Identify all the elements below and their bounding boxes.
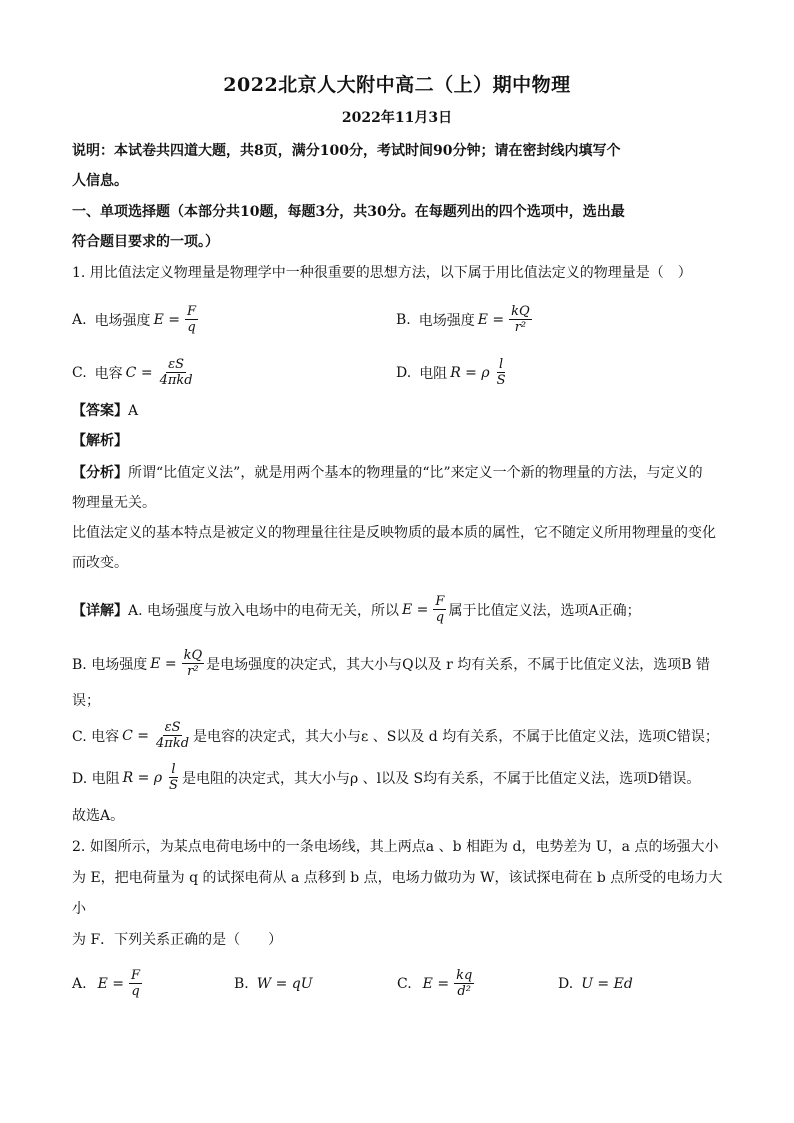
option-letter: A. [72,311,87,328]
detail-a-post: 属于比值定义法，选项A正确； [448,602,641,619]
detail-d [72,762,700,793]
detail-c-pre: C. 电容 [72,728,120,745]
q2-line2: 为 E，把电荷量为 q 的试探电荷从 a 点移到 b 点，电场力做功为 W，该试探电荷在 b 点所受的电场力大小 [72,870,723,917]
answer-tag: 【答案】 [72,403,128,419]
option-letter: B. [396,311,411,328]
formula: W = qU [256,976,313,992]
formula-symbol: E = [153,311,180,328]
fraction: $\frac{kQ}{\text{r²}}$ [183,648,203,679]
fraction: $\frac{\varepsilon S}{\text{4πkd}}$ [159,357,193,388]
formula-symbol: C = [125,364,153,381]
q1-fenxi [72,458,724,578]
option-text: 电场强度 [418,312,475,329]
q2-line1: 2. 如图所示，为某点电荷电场中的一条电场线，其上两点a 、b 相距为 d，电势差为 U，a 点的场强大小 [72,839,719,855]
conclusion: 故选A。 [72,808,125,824]
detail-b-line2: 误； [72,693,100,709]
formula-symbol: E = [402,601,429,618]
fraction: $\frac{l}{S}$ [169,762,178,793]
q2-option-c [397,968,476,999]
answer-value: A [128,403,139,419]
q1-option-a [72,304,200,335]
formula-symbol: E = [422,975,450,992]
q1-option-c [72,357,197,388]
detail-d-post: 是电阻的决定式，其大小与ρ 、l以及 S均有关系，不属于比值定义法，选项D错误。 [181,770,701,787]
fraction: $\frac{l}{S}$ [496,357,506,388]
fraction: $\frac{F}{q}$ [130,968,140,999]
instructions [72,136,724,196]
q2-stem [72,832,724,956]
detail-a-pre: A. 电场强度与放入电场中的电荷无关，所以 [128,602,400,619]
option-text: 电场强度 [94,312,151,329]
formula-symbol: R = ρ [122,769,163,786]
fenxi-line4: 而改变。 [72,555,128,571]
section-heading [72,197,724,257]
fraction: $\frac{kQ}{\text{r²}}$ [511,304,530,335]
detail-a [72,594,641,625]
fenxi-line3: 比值法定义的基本特点是被定义的物理量往往是反映物质的最本质的属性，它不随定义所用物理量的变化 [72,525,716,541]
fraction: $\frac{kq}{\text{d²}}$ [456,968,473,999]
section-heading-line1: 一、单项选择题（本部分共10题，每题3分，共30分。在每题列出的四个选项中，选出最 [72,204,625,220]
option-letter: C. [397,975,412,992]
detail-b-pre: B. 电场强度 [72,656,148,673]
q2-line3: 为 F．下列关系正确的是（ ） [72,932,283,948]
xiangjie-tag: 【详解】 [72,602,128,619]
detail-c [72,720,719,751]
formula-symbol: E = [97,975,124,992]
section-heading-line2: 符合题目要求的一项。） [72,234,219,250]
formula: U = Ed [581,976,633,992]
option-letter: D. [558,976,574,992]
option-text: 电阻 [419,365,448,382]
fraction: $\frac{F}{q}$ [435,594,445,625]
fraction: $\frac{\varepsilon S}{\text{4πkd}}$ [156,720,190,751]
fenxi-line1: 所谓“比值定义法”，就是用两个基本的物理量的“比”来定义一个新的物理量的方法，与定义的 [128,465,703,481]
detail-b-post: 是电场强度的决定式，其大小与Q以及 r 均有关系，不属于比值定义法，选项B 错 [206,656,710,673]
option-letter: C. [72,364,87,381]
option-letter: B. [234,976,249,992]
instructions-line1: 说明：本试卷共四道大题，共8页，满分100分，考试时间90分钟；请在密封线内填写个 [72,143,621,159]
option-letter: A. [72,975,87,992]
detail-d-pre: D. 电阻 [72,770,120,787]
q2-option-d [558,976,633,992]
formula-symbol: E = [150,655,177,672]
q1-stem: 1. 用比值法定义物理量是物理学中一种很重要的思想方法，以下属于用比值法定义的物理量是（ ） [72,265,692,281]
detail-c-post: 是电容的决定式，其大小与ε 、S以及 d 均有关系，不属于比值定义法，选项C错误； [193,728,719,745]
q1-answer [72,396,724,426]
formula-symbol: C = [122,727,150,744]
fenxi-tag: 【分析】 [72,465,128,481]
instructions-line2: 人信息。 [72,173,128,189]
q2-option-b [234,976,313,992]
detail-b [72,648,710,679]
formula-symbol: R = ρ [450,364,490,381]
exam-date: 2022年11月3日 [341,110,453,126]
q2-option-a [72,968,144,999]
fenxi-line2: 物理量无关。 [72,495,156,511]
analysis-tag: 【解析】 [72,433,128,449]
fraction: $\frac{F}{q}$ [186,304,196,335]
page-title: 2022北京人大附中高二（上）期中物理 [223,74,571,96]
q1-option-b [396,304,534,335]
formula-symbol: E = [477,311,505,328]
option-letter: D. [396,364,412,381]
option-text: 电容 [94,365,123,382]
q1-option-d [396,357,510,388]
